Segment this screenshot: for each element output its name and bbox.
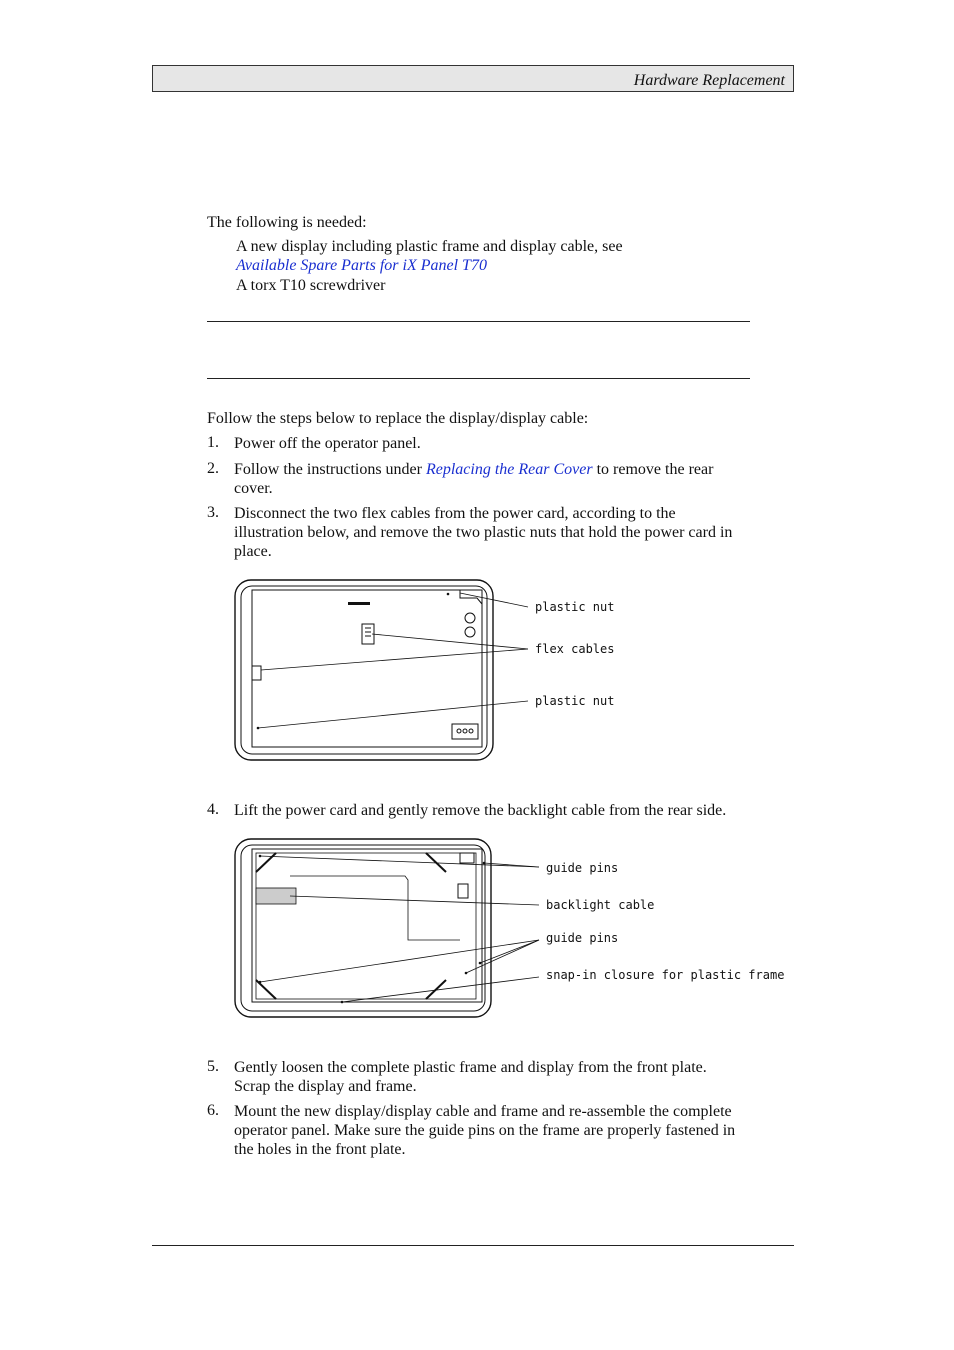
callout-label: backlight cable [546, 898, 655, 912]
header-title: Hardware Replacement [633, 72, 785, 89]
needed-item-screwdriver: A torx T10 screwdriver [236, 277, 386, 294]
callout-label: plastic nut [535, 600, 615, 614]
callout-label: guide pins [546, 861, 619, 875]
step-1-text: Power off the operator panel. [234, 435, 421, 452]
power-card-figure [230, 578, 615, 762]
step-number: 4. [207, 801, 219, 818]
running-header [152, 65, 794, 92]
step-2-text [234, 460, 734, 498]
callout-label: guide pins [546, 931, 619, 945]
needed-intro: The following is needed: [207, 214, 367, 231]
rear-cover-link[interactable]: Replacing the Rear Cover [425, 461, 593, 478]
procedure-intro: Follow the steps below to replace the display/display cable: [207, 410, 589, 427]
spare-parts-link[interactable]: Available Spare Parts for iX Panel T70 [236, 257, 487, 274]
step-3-text: Disconnect the two flex cables from the power card, according to the illustration below, and remove the two plastic nuts that hold the power card in place. [234, 505, 733, 560]
step-number: 5. [207, 1058, 219, 1075]
section-divider-bottom [207, 378, 750, 379]
display-rear-figure [230, 836, 785, 1020]
step-number: 6. [207, 1102, 219, 1119]
section-divider-top [207, 321, 750, 322]
step-2-after: to remove the rear cover. [234, 461, 714, 497]
callout-label: snap-in closure for plastic frame [546, 968, 785, 982]
step-number: 2. [207, 460, 219, 477]
step-6-text: Mount the new display/display cable and frame and re-assemble the complete operator panel. Make sure the guide pins on the frame are properly fastened in the holes in the front plate. [234, 1103, 736, 1158]
step-2-before: Follow the instructions under [234, 461, 426, 478]
footer-rule [152, 1245, 794, 1246]
step-4-text: Lift the power card and gently remove the backlight cable from the rear side. [234, 802, 727, 819]
needed-item-display: A new display including plastic frame and display cable, see [236, 238, 623, 255]
callout-label: plastic nut [535, 694, 615, 708]
step-number: 3. [207, 504, 219, 521]
step-5-text: Gently loosen the complete plastic frame and display from the front plate. Scrap the display and frame. [234, 1059, 707, 1095]
callout-label: flex cables [535, 642, 615, 656]
step-number: 1. [207, 434, 219, 451]
